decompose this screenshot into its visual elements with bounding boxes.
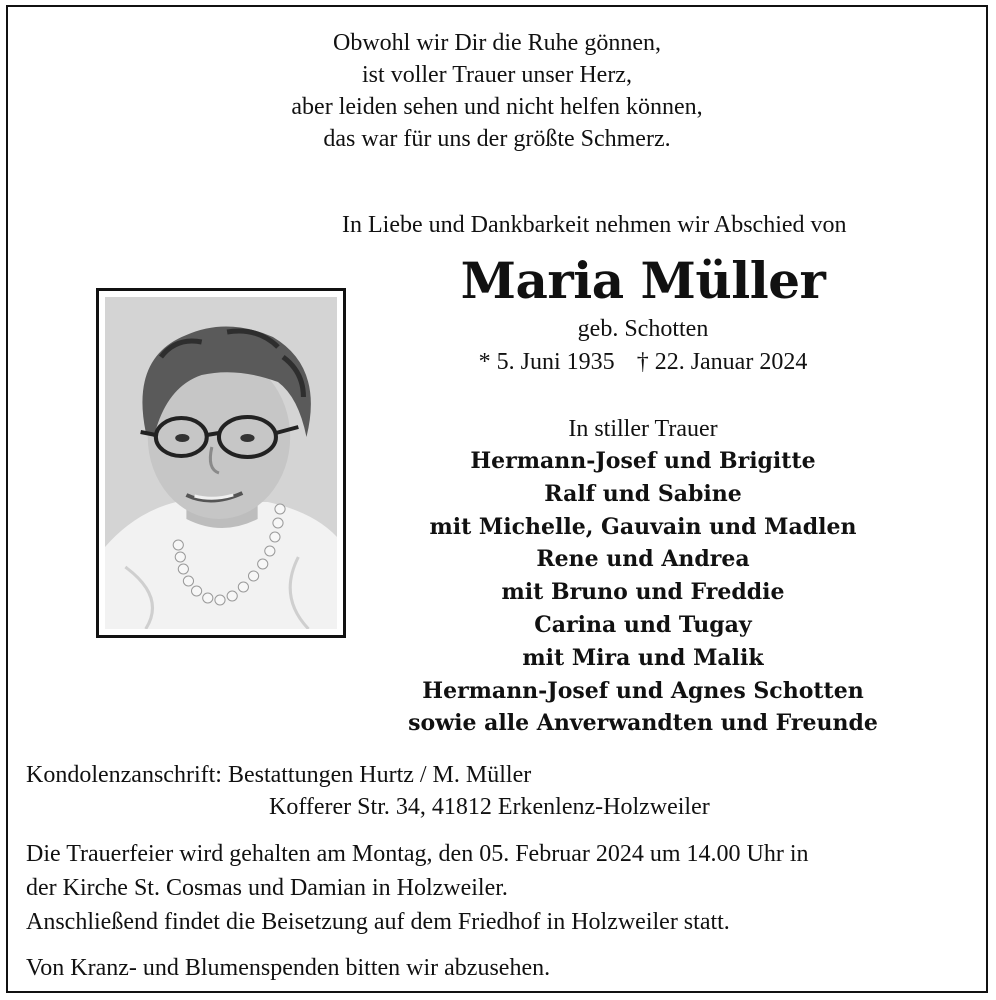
condolence-line: Kondolenzanschrift: Bestattungen Hurtz / M. Müller [26, 762, 532, 788]
obituary-frame [6, 5, 988, 993]
farewell-intro: In Liebe und Dankbarkeit nehmen wir Abschied von [342, 212, 847, 238]
portrait-image [105, 297, 337, 629]
mourner-line: Rene und Andrea [536, 546, 750, 573]
poem [8, 27, 986, 155]
ceremony-line: Die Trauerfeier wird gehalten am Montag, den 05. Februar 2024 um 14.00 Uhr in [26, 841, 809, 867]
ceremony-line: der Kirche St. Cosmas und Damian in Holzweiler. [26, 875, 508, 901]
death-date: † 22. Januar 2024 [636, 349, 808, 375]
mourner-line: mit Bruno und Freddie [501, 579, 785, 606]
birth-date: * 5. Juni 1935 [478, 349, 615, 375]
mourner-line: mit Mira und Malik [522, 644, 764, 671]
portrait-photo [105, 297, 337, 629]
mourners-block [308, 413, 978, 740]
flower-note: Von Kranz- und Blumenspenden bitten wir abzusehen. [26, 955, 551, 981]
mourner-line: Carina und Tugay [534, 611, 752, 638]
ceremony-info [26, 837, 976, 939]
mourner-line: sowie alle Anverwandten und Freunde [408, 710, 878, 737]
condolence-address [26, 759, 710, 823]
poem-line: aber leiden sehen und nicht helfen können, [291, 94, 703, 120]
mourner-line: mit Michelle, Gauvain und Madlen [429, 513, 857, 540]
poem-line: ist voller Trauer unser Herz, [362, 62, 632, 88]
condolence-street: Kofferer Str. 34, 41812 Erkenlenz-Holzweiler [269, 794, 710, 820]
mourner-line: Hermann-Josef und Agnes Schotten [422, 677, 864, 704]
poem-line: Obwohl wir Dir die Ruhe gönnen, [333, 30, 661, 56]
birth-name: geb. Schotten [577, 316, 709, 342]
mourning-heading: In stiller Trauer [568, 416, 718, 442]
poem-line: das war für uns der größte Schmerz. [323, 126, 671, 152]
ceremony-line: Anschließend findet die Beisetzung auf dem Friedhof in Holzweiler statt. [26, 909, 730, 935]
deceased-name: Maria Müller [460, 251, 826, 310]
life-dates [308, 349, 978, 376]
mourner-line: Ralf und Sabine [544, 480, 742, 507]
mourner-line: Hermann-Josef und Brigitte [470, 448, 816, 474]
